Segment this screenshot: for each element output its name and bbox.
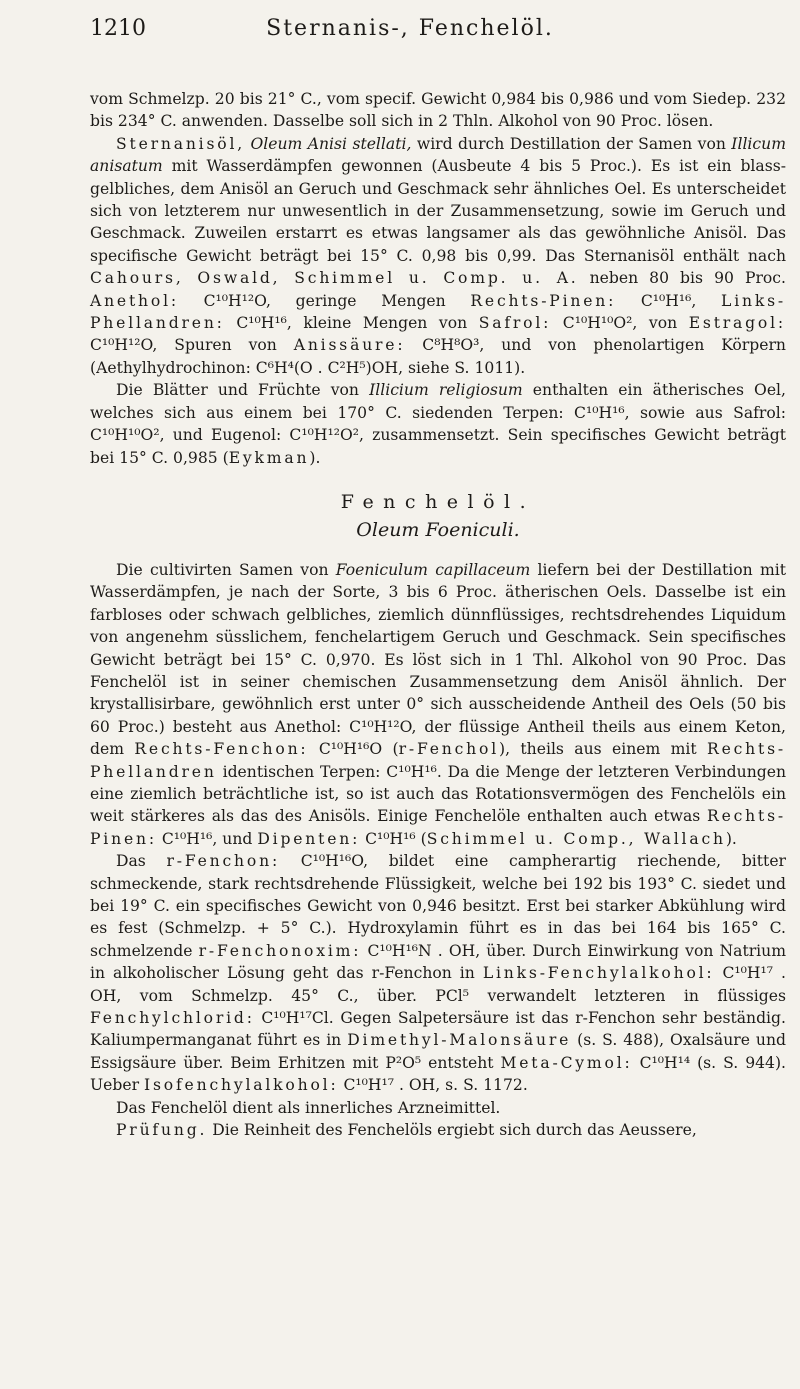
term-pruefung: Prüfung.: [116, 1121, 208, 1140]
running-head: Sternanis-, Fenchelöl.: [266, 16, 554, 41]
author-names: Cahours, Oswald, Schimmel u. Comp. u. A.: [90, 269, 579, 288]
term-sternanisoel: Sternanisöl,: [116, 134, 246, 153]
paragraph-sternanisoel: Sternanisöl, Oleum Anisi stellati, wird durch Destillation der Samen von Illicum anisatum mit Wasserdämpfen gewonnen (Ausbeute 4 bis 5 Proc.). Es ist ein blass-gelbliches, dem Anisöl an Geruch und Geschmack sehr ähnliches Oel. Es unterscheidet sich von letzterem nur unwesentlich in der Zusammensetzung, sowie im Geruch und Geschmack. Zuweilen erstarrt es etwas langsamer als das gewöhnliche Anisöl. Das specifische Gewicht beträgt bei 15° C. 0,98 bis 0,99. Das Sternanisöl enthält nach Cahours, Oswald, Schimmel u. Comp. u. A. neben 80 bis 90 Proc. Anethol: C¹⁰H¹²O, geringe Mengen Rechts-Pinen: C¹⁰H¹⁶, Links-Phellandren: C¹⁰H¹⁶, kleine Mengen von Safrol: C¹⁰H¹⁰O², von Estragol: C¹⁰H¹²O, Spuren von Anissäure: C⁸H⁸O³, und von phenolartigen Körpern (Aethylhydrochinon: C⁶H⁴(O . C²H⁵)OH, siehe S. 1011).: [90, 134, 786, 377]
page-body: [90, 88, 786, 1141]
section-subtitle: Oleum Foeniculi.: [356, 518, 520, 541]
paragraph-continuation: vom Schmelzp. 20 bis 21° C., vom specif. Gewicht 0,984 bis 0,986 und vom Siedep. 232 bis 234° C. anwenden. Dasselbe soll sich in 2 Thln. Alkohol von 90 Proc. lösen.: [90, 90, 786, 131]
latin-name: Oleum Anisi stellati,: [250, 134, 412, 153]
paragraph-r-fenchon: Das r-Fenchon: C¹⁰H¹⁶O, bildet eine campherartig riechende, bitter schmeckende, stark rechtsdrehende Flüssigkeit, welche bei 192 bis 193° C. siedet und bei 19° C. ein specifisches Gewicht von 0,946 besitzt. Erst bei starker Abkühlung wird es fest (Schmelzp. + 5° C.). Hydroxylamin führt es in das bei 164 bis 165° C. schmelzende r-Fenchonoxim: C¹⁰H¹⁶N . OH, über. Durch Einwirkung von Natrium in alkoholischer Lösung geht das r-Fenchon in Links-Fenchylalkohol: C¹⁰H¹⁷ . OH, vom Schmelzp. 45° C., über. PCl⁵ verwandelt letzteren in flüssiges Fenchylchlorid: C¹⁰H¹⁷Cl. Gegen Salpetersäure ist das r-Fenchon sehr beständig. Kaliumpermanganat führt es in Dimethyl-Malonsäure (s. S. 488), Oxalsäure und Essigsäure über. Beim Erhitzen mit P²O⁵ entsteht Meta-Cymol: C¹⁰H¹⁴ (s. S. 944). Ueber Isofenchylalkohol: C¹⁰H¹⁷ . OH, s. S. 1172.: [90, 852, 786, 1095]
paragraph-illicium: Die Blätter und Früchte von Illicium religiosum enthalten ein ätherisches Oel, welches sich aus einem bei 170° C. siedenden Terpen: C¹⁰H¹⁶, sowie aus Safrol: C¹⁰H¹⁰O², und Eugenol: C¹⁰H¹²O², zusammensetzt. Sein specifisches Gewicht beträgt bei 15° C. 0,985 (Eykman).: [90, 381, 787, 467]
section-title: Fenchelöl.: [340, 490, 536, 513]
page-header: [90, 16, 790, 46]
paragraph-fenchel-samen: Die cultivirten Samen von Foeniculum capillaceum liefern bei der Destillation mit Wasserdämpfen, je nach der Sorte, 3 bis 6 Proc. ätherischen Oels. Dasselbe ist ein farbloses oder schwach gelbliches, ziemlich dünnflüssiges, rechtsdrehendes Liquidum von angenehm süsslichem, fenchelartigem Geruch und Geschmack. Sein specifisches Gewicht beträgt bei 15° C. 0,970. Es löst sich in 1 Thl. Alkohol von 90 Proc. Das Fenchelöl ist in seiner chemischen Zusammensetzung dem Anisöl ähnlich. Der krystallisirbare, gewöhnlich erst unter 0° sich ausscheidende Antheil des Oels (50 bis 60 Proc.) besteht aus Anethol: C¹⁰H¹²O, der flüssige Antheil theils aus einem Keton, dem Rechts-Fenchon: C¹⁰H¹⁶O (r-Fenchol), theils aus einem mit Rechts-Phellandren identischen Terpen: C¹⁰H¹⁶. Da die Menge der letzteren Verbindungen eine ziemlich beträchtliche ist, so ist auch das Rotationsvermögen des Fenchelöls ein weit stärkeres als das des Anisöls. Einige Fenchelöle enthalten auch etwas Rechts-Pinen: C¹⁰H¹⁶, und Dipenten: C¹⁰H¹⁶ (Schimmel u. Comp., Wallach).: [90, 560, 786, 848]
paragraph-pruefung: Prüfung. Die Reinheit des Fenchelöls ergiebt sich durch das Aeussere,: [116, 1121, 697, 1140]
paragraph-arzneimittel: Das Fenchelöl dient als innerliches Arzneimittel.: [116, 1098, 501, 1117]
page-number: 1210: [90, 16, 146, 41]
